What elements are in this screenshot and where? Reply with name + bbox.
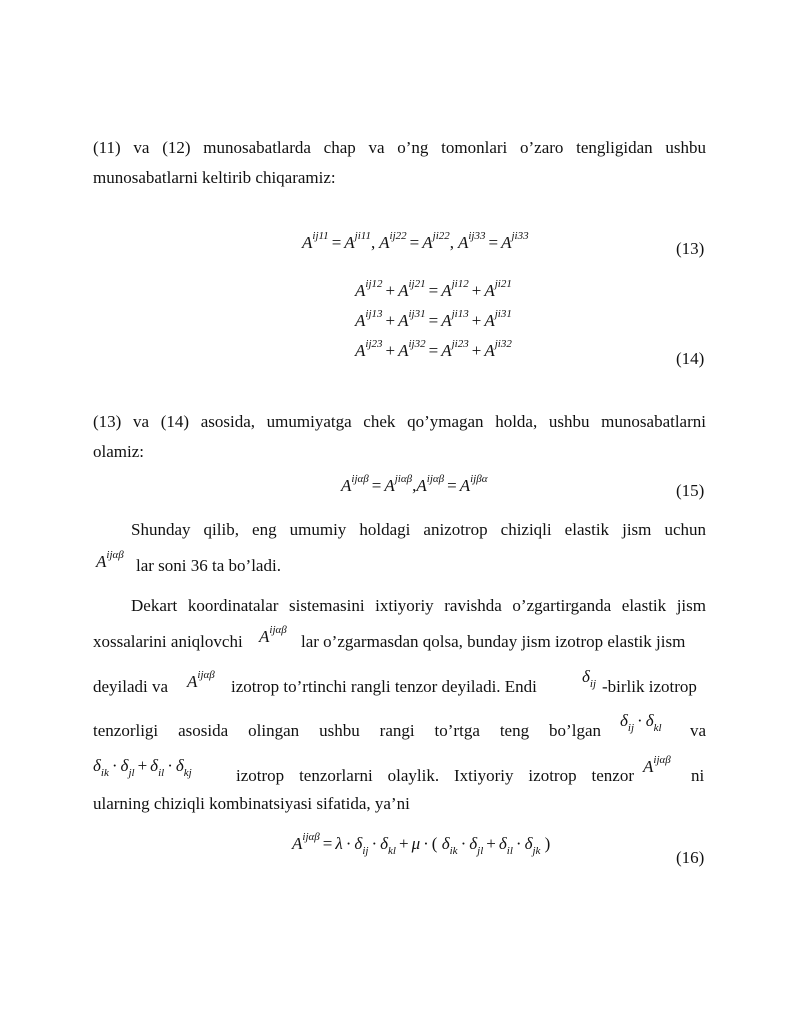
para2-line1: (13) va (14) asosida, umumiyatga chek qo’ymagan holda, ushbu munosabatlarni bbox=[93, 412, 706, 431]
delta-sum-ik-jl-il-kj: $\delta_{ik} \cdot \delta_{jl} + \delta_{il} \cdot \delta_{kj}$ bbox=[93, 756, 192, 779]
equation-15-number: (15) bbox=[676, 481, 705, 500]
equation-15: $A^{ij\alpha\beta} = A^{ji\alpha\beta},A^{ij\alpha\beta} = A^{ij\beta\alpha}$ bbox=[341, 473, 488, 495]
para4-line2a: xossalarini aniqlovchi bbox=[93, 632, 243, 651]
para1-line1: (11) va (12) munosabatlarda chap va o’ng tomonlari o’zaro tengligidan ushbu bbox=[93, 138, 706, 157]
tensor-A-inline-3: $A^{ij\alpha\beta}$ bbox=[187, 669, 215, 691]
tensor-A-inline-4: $A^{ij\alpha\beta}$ bbox=[643, 754, 671, 776]
para4-line3b: izotrop to’rtinchi rangli tenzor deyiladi. Endi bbox=[231, 677, 537, 696]
delta-product-ij-kl: $\delta_{ij} \cdot \delta_{kl}$ bbox=[620, 711, 662, 734]
para3-line1: Shunday qilib, eng umumiy holdagi anizotrop chiziqli elastik jism uchun bbox=[131, 520, 706, 539]
para4-line3a: deyiladi va bbox=[93, 677, 169, 696]
para1-line2: munosabatlarni keltirib chiqaramiz: bbox=[93, 168, 336, 187]
equation-16-number: (16) bbox=[676, 848, 705, 867]
para4-line2b: lar o’zgarmasdan qolsa, bunday jism izotrop elastik jism bbox=[301, 632, 686, 651]
para2-line2: olamiz: bbox=[93, 442, 144, 461]
para4-line1: Dekart koordinatalar sistemasini ixtiyoriy ravishda o’zgartirganda elastik jism bbox=[131, 596, 706, 615]
equation-14-number: (14) bbox=[676, 349, 705, 368]
equation-16: $A^{ij\alpha\beta} = \lambda \cdot \delta_{ij} \cdot \delta_{kl} + \mu$ · ( $\delta_{ik} \cdot \delta_{jl} + \delta_{il} \cdot \delta_{jk}$ ) bbox=[292, 831, 551, 857]
equation-14-line1: $A^{ij12} + A^{ij21} = A^{ji12} + A^{ji21}$ bbox=[355, 278, 512, 300]
equation-13: $A^{ij11} = A^{ji11}$, $A^{ij22} = A^{ji22}$, $A^{ij33} = A^{ji33}$ bbox=[302, 230, 529, 252]
equation-14-line3: $A^{ij23} + A^{ij32} = A^{ji23} + A^{ji32}$ bbox=[355, 338, 512, 360]
para4-line4b: va bbox=[690, 721, 707, 740]
tensor-A-inline-2: $A^{ij\alpha\beta}$ bbox=[259, 624, 287, 646]
para4-line6: ularning chiziqli kombinatsiyasi sifatida, ya’ni bbox=[93, 794, 410, 813]
equation-14-line2: $A^{ij13} + A^{ij31} = A^{ji13} + A^{ji31}$ bbox=[355, 308, 512, 330]
tensor-A-inline-1: $A^{ij\alpha\beta}$ bbox=[96, 549, 124, 571]
para4-line3c: -birlik izotrop bbox=[602, 677, 697, 696]
para4-line5a: izotrop tenzorlarni olaylik. Ixtiyoriy izotrop tenzor bbox=[236, 766, 634, 785]
equation-13-number: (13) bbox=[676, 239, 705, 258]
para4-line4a: tenzorligi asosida olingan ushbu rangi to’rtga teng bo’lgan bbox=[93, 721, 601, 740]
para4-line5b: ni bbox=[691, 766, 705, 785]
para3-line2: lar soni 36 ta bo’ladi. bbox=[136, 556, 281, 575]
kronecker-delta-ij: $\delta_{ij}$ bbox=[582, 667, 597, 690]
